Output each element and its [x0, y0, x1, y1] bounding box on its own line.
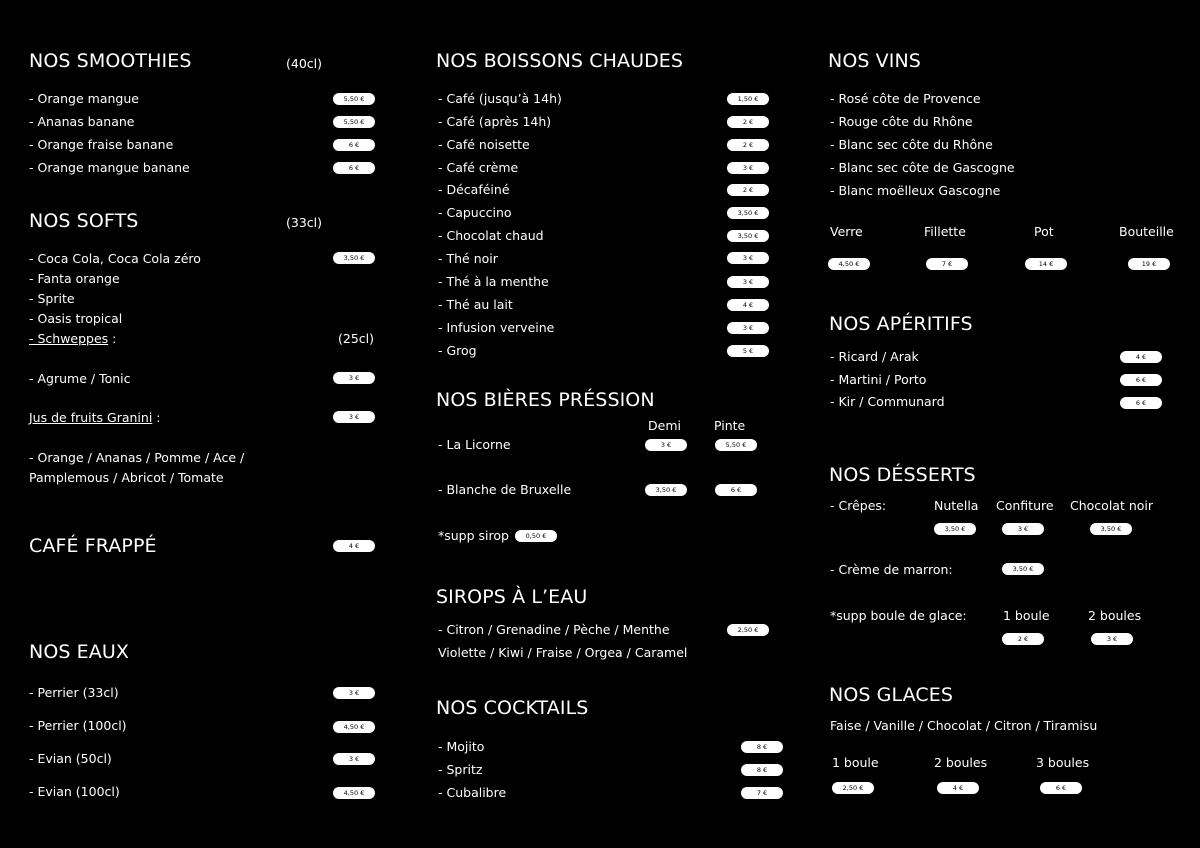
price-badge: 3 € [333, 687, 375, 699]
option-label: Chocolat noir [1070, 498, 1154, 513]
item-name: - Orange mangue banane [29, 160, 190, 175]
item-name: - Perrier (33cl) [29, 685, 119, 700]
item-name: - Oasis tropical [29, 311, 123, 326]
section-title: NOS SOFTS [29, 210, 139, 232]
section-title: NOS COCKTAILS [436, 697, 589, 719]
flavor-list: - Citron / Grenadine / Pèche / Menthe [438, 622, 670, 637]
size-label: Bouteille [1119, 224, 1174, 239]
flavor-list: - Orange / Ananas / Pomme / Ace / [29, 450, 245, 465]
item-name: - La Licorne [438, 437, 511, 452]
option-label: Confiture [996, 498, 1054, 513]
supp-label: *supp sirop [438, 528, 509, 543]
price-badge: 5 € [727, 345, 769, 357]
section-title: NOS VINS [828, 50, 921, 72]
option-label: 1 boule [832, 755, 879, 770]
option-label: 3 boules [1036, 755, 1090, 770]
section-title: NOS BOISSONS CHAUDES [436, 50, 684, 72]
price-badge: 3 € [333, 372, 375, 384]
schweppes-label [29, 331, 116, 346]
flavor-list: Faise / Vanille / Chocolat / Citron / Tiramisu [830, 718, 1098, 733]
item-name: - Agrume / Tonic [29, 371, 131, 386]
price-badge: 8 € [741, 764, 783, 776]
item-name: - Martini / Porto [830, 372, 927, 387]
price-badge: 3 € [727, 252, 769, 264]
price-badge: 2 € [727, 116, 769, 128]
item-name: - Evian (100cl) [29, 784, 120, 799]
item-name: - Capuccino [438, 205, 512, 220]
price-badge: 3 € [645, 439, 687, 451]
item-name: - Kir / Communard [830, 394, 945, 409]
item-name: - Thé au lait [438, 297, 513, 312]
item-name: - Thé noir [438, 251, 498, 266]
price-badge: 4 € [1120, 351, 1162, 363]
price-badge: 7 € [926, 258, 968, 270]
price-badge: 6 € [715, 484, 757, 496]
item-name: - Blanc sec côte du Rhône [830, 137, 993, 152]
item-name: - Café (après 14h) [438, 114, 552, 129]
item-name: - Orange fraise banane [29, 137, 174, 152]
price-badge: 4 € [937, 782, 979, 794]
option-label: 2 boules [934, 755, 988, 770]
item-name: - Fanta orange [29, 271, 120, 286]
price-badge: 19 € [1128, 258, 1170, 270]
price-badge: 7 € [741, 787, 783, 799]
option-label: 2 boules [1088, 608, 1142, 623]
item-name: - Cubalibre [438, 785, 507, 800]
item-name: - Grog [438, 343, 477, 358]
price-badge: 3,50 € [934, 523, 976, 535]
item-name: - Evian (50cl) [29, 751, 112, 766]
item-name: - Rouge côte du Rhône [830, 114, 973, 129]
section-title: NOS BIÈRES PRÉSSION [436, 389, 655, 411]
section-title: SIROPS À L’EAU [436, 586, 588, 608]
price-badge: 3,50 € [1002, 563, 1044, 575]
price-badge: 6 € [1120, 397, 1162, 409]
item-name: - Café crème [438, 160, 519, 175]
volume-label: (25cl) [338, 331, 375, 346]
price-badge: 2 € [727, 184, 769, 196]
price-badge: 3 € [727, 322, 769, 334]
price-badge: 4,50 € [828, 258, 870, 270]
item-name: - Coca Cola, Coca Cola zéro [29, 251, 201, 266]
item-name: - Orange mangue [29, 91, 139, 106]
granini-label [29, 410, 160, 425]
section-title: NOS EAUX [29, 641, 129, 663]
item-name: - Blanche de Bruxelle [438, 482, 572, 497]
item-name: - Café noisette [438, 137, 530, 152]
price-badge: 4 € [333, 540, 375, 552]
price-badge: 6 € [1120, 374, 1162, 386]
item-name: - Décaféiné [438, 182, 510, 197]
section-title: NOS APÉRITIFS [829, 313, 973, 335]
item-name: - Infusion verveine [438, 320, 555, 335]
price-badge: 3 € [727, 162, 769, 174]
granini-name: Jus de fruits Granini [29, 410, 153, 425]
item-name: - Thé à la menthe [438, 274, 549, 289]
section-title: CAFÉ FRAPPÉ [29, 535, 157, 557]
price-badge: 0,50 € [515, 530, 557, 542]
price-badge: 3 € [727, 276, 769, 288]
price-badge: 4,50 € [333, 787, 375, 799]
column-header-pinte: Pinte [714, 418, 746, 433]
price-badge: 2,50 € [727, 624, 769, 636]
price-badge: 14 € [1025, 258, 1067, 270]
price-badge: 3,50 € [645, 484, 687, 496]
price-badge: 4,50 € [333, 721, 375, 733]
price-badge: 5,50 € [333, 93, 375, 105]
item-name: - Crêpes: [830, 498, 887, 513]
schweppes-name: - Schweppes [29, 331, 109, 346]
supp-label: *supp boule de glace: [830, 608, 967, 623]
schweppes-colon: : [108, 331, 117, 346]
price-badge: 5,50 € [333, 116, 375, 128]
volume-label: (40cl) [286, 56, 323, 71]
price-badge: 3,50 € [727, 207, 769, 219]
section-title: NOS DÉSSERTS [829, 464, 976, 486]
granini-colon: : [152, 410, 161, 425]
item-name: - Spritz [438, 762, 483, 777]
price-badge: 2,50 € [832, 782, 874, 794]
item-name: - Café (jusqu’à 14h) [438, 91, 562, 106]
price-badge: 3 € [1002, 523, 1044, 535]
price-badge: 1,50 € [727, 93, 769, 105]
section-title: NOS GLACES [829, 684, 954, 706]
price-badge: 3 € [333, 753, 375, 765]
volume-label: (33cl) [286, 215, 323, 230]
option-label: Nutella [934, 498, 979, 513]
item-name: - Ananas banane [29, 114, 135, 129]
item-name: - Rosé côte de Provence [830, 91, 981, 106]
item-name: - Mojito [438, 739, 485, 754]
price-badge: 3,50 € [333, 252, 375, 264]
item-name: - Blanc moëlleux Gascogne [830, 183, 1001, 198]
size-label: Pot [1034, 224, 1054, 239]
item-name: - Chocolat chaud [438, 228, 544, 243]
price-badge: 3,50 € [1090, 523, 1132, 535]
flavor-list: Pamplemous / Abricot / Tomate [29, 470, 224, 485]
option-label: 1 boule [1003, 608, 1050, 623]
item-name: - Crème de marron: [830, 562, 953, 577]
item-name: - Perrier (100cl) [29, 718, 127, 733]
size-label: Verre [830, 224, 863, 239]
price-badge: 6 € [333, 162, 375, 174]
price-badge: 6 € [333, 139, 375, 151]
price-badge: 3,50 € [727, 230, 769, 242]
item-name: - Blanc sec côte de Gascogne [830, 160, 1015, 175]
item-name: - Ricard / Arak [830, 349, 919, 364]
flavor-list: Violette / Kiwi / Fraise / Orgea / Caramel [438, 645, 688, 660]
price-badge: 3 € [1091, 633, 1133, 645]
item-name: - Sprite [29, 291, 75, 306]
section-title: NOS SMOOTHIES [29, 50, 192, 72]
price-badge: 2 € [727, 139, 769, 151]
price-badge: 3 € [333, 411, 375, 423]
price-badge: 2 € [1002, 633, 1044, 645]
price-badge: 8 € [741, 741, 783, 753]
price-badge: 6 € [1040, 782, 1082, 794]
price-badge: 4 € [727, 299, 769, 311]
price-badge: 5,50 € [715, 439, 757, 451]
size-label: Fillette [924, 224, 966, 239]
column-header-demi: Demi [648, 418, 681, 433]
